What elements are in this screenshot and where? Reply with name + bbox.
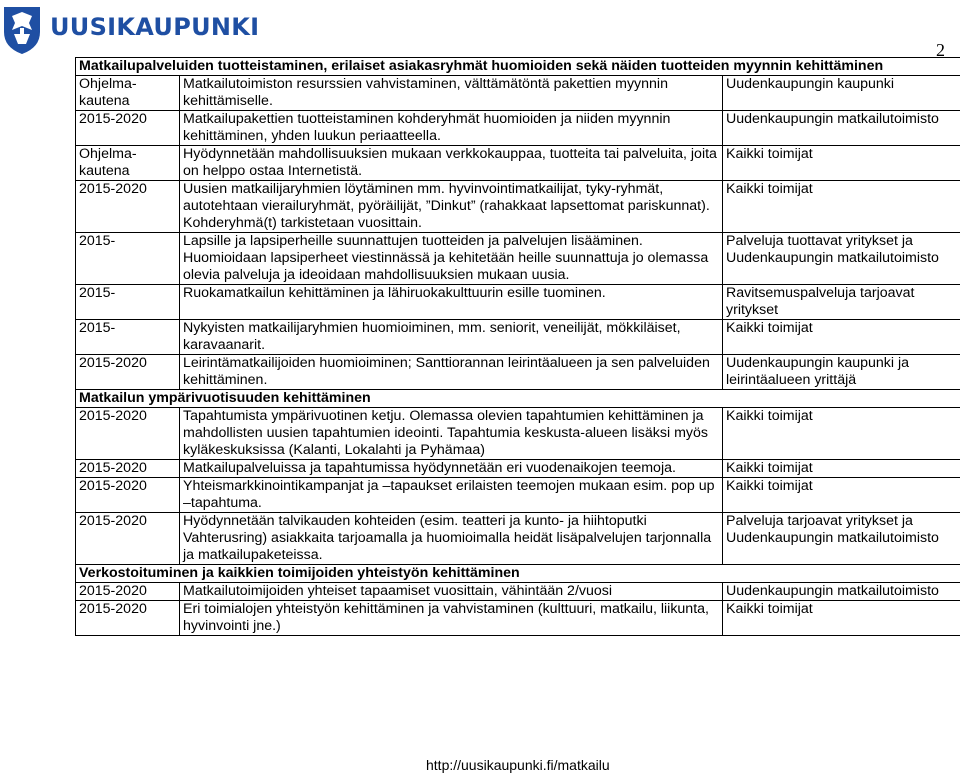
- page-number: 2: [936, 40, 945, 60]
- action-cell: Leirintämatkailijoiden huomioiminen; Santtiorannan leirintäalueen ja sen palveluiden kehittäminen.: [180, 355, 723, 390]
- table-row: [76, 513, 960, 565]
- action-cell: Matkailutoimiston resurssien vahvistaminen, välttämätöntä pakettien myynnin kehittämiselle.: [180, 76, 723, 111]
- table-row: [76, 583, 960, 601]
- responsible-cell: Uudenkaupungin matkailutoimisto: [723, 583, 960, 601]
- action-cell: Matkailutoimijoiden yhteiset tapaamiset vuosittain, vähintään 2/vuosi: [180, 583, 723, 601]
- time-cell: Ohjelma-kautena: [76, 146, 180, 181]
- responsible-cell: Kaikki toimijat: [723, 181, 960, 233]
- table-row: [76, 285, 960, 320]
- table-row: [76, 601, 960, 636]
- logo: [2, 4, 259, 56]
- section-header-row: [76, 58, 960, 76]
- time-cell: 2015-2020: [76, 478, 180, 513]
- table-row: [76, 408, 960, 460]
- responsible-cell: Kaikki toimijat: [723, 320, 960, 355]
- time-cell: 2015-2020: [76, 355, 180, 390]
- table-row: [76, 460, 960, 478]
- time-cell: 2015-2020: [76, 408, 180, 460]
- responsible-cell: Kaikki toimijat: [723, 460, 960, 478]
- time-cell: 2015-2020: [76, 111, 180, 146]
- time-cell: 2015-: [76, 233, 180, 285]
- section-title: Matkailun ympärivuotisuuden kehittäminen: [76, 390, 960, 408]
- responsible-cell: Kaikki toimijat: [723, 601, 960, 636]
- action-cell: Tapahtumista ympärivuotinen ketju. Olemassa olevien tapahtumien kehittäminen ja mahdollisten uusien tapahtumien ideointi. Tapahtumia keskusta-alueen lisäksi myös kyläkeskuksissa (Kalanti, Lokalahti ja Pyhämaa): [180, 408, 723, 460]
- time-cell: 2015-: [76, 320, 180, 355]
- responsible-cell: Kaikki toimijat: [723, 408, 960, 460]
- time-cell: 2015-: [76, 285, 180, 320]
- section-header-row: [76, 390, 960, 408]
- table-row: [76, 355, 960, 390]
- table-row: [76, 111, 960, 146]
- section-title: Verkostoituminen ja kaikkien toimijoiden yhteistyön kehittäminen: [76, 565, 960, 583]
- action-cell: Hyödynnetään talvikauden kohteiden (esim. teatteri ja kunto- ja hiihtoputki Vahterusring) asiakkaita tarjoamalla ja huomioimalla heidät lisäpalvelujen tarjonnalla ja matkailupaketeissa.: [180, 513, 723, 565]
- responsible-cell: Uudenkaupungin matkailutoimisto: [723, 111, 960, 146]
- responsible-cell: Uudenkaupungin kaupunki ja leirintäalueen yrittäjä: [723, 355, 960, 390]
- action-cell: Matkailupakettien tuotteistaminen kohderyhmät huomioiden ja niiden myynnin kehittäminen, yhden luukun periaatteella.: [180, 111, 723, 146]
- brand-name: UUSIKAUPUNKI: [50, 13, 260, 41]
- time-cell: 2015-2020: [76, 513, 180, 565]
- footer-url[interactable]: http://uusikaupunki.fi/matkailu: [426, 757, 610, 773]
- table-row: [76, 146, 960, 181]
- time-cell: 2015-2020: [76, 181, 180, 233]
- responsible-cell: Palveluja tuottavat yritykset ja Uudenkaupungin matkailutoimisto: [723, 233, 960, 285]
- section-header-row: [76, 565, 960, 583]
- table-row: [76, 181, 960, 233]
- action-cell: Ruokamatkailun kehittäminen ja lähiruokakulttuurin esille tuominen.: [180, 285, 723, 320]
- responsible-cell: Uudenkaupungin kaupunki: [723, 76, 960, 111]
- action-cell: Matkailupalveluissa ja tapahtumissa hyödynnetään eri vuodenaikojen teemoja.: [180, 460, 723, 478]
- responsible-cell: Ravitsemuspalveluja tarjoavat yritykset: [723, 285, 960, 320]
- action-cell: Eri toimialojen yhteistyön kehittäminen ja vahvistaminen (kulttuuri, matkailu, liikunta, hyvinvointi jne.): [180, 601, 723, 636]
- responsible-cell: Kaikki toimijat: [723, 146, 960, 181]
- responsible-cell: Palveluja tarjoavat yritykset ja Uudenkaupungin matkailutoimisto: [723, 513, 960, 565]
- time-cell: 2015-2020: [76, 583, 180, 601]
- action-cell: Uusien matkailijaryhmien löytäminen mm. hyvinvointimatkailijat, tyky-ryhmät, autotehtaan vierailuryhmät, pyöräilijät, ”Dinkut” (rahakkaat lapsettomat pariskunnat). Kohderyhmä(t) tarkistetaan vuosittain.: [180, 181, 723, 233]
- table-row: [76, 76, 960, 111]
- action-cell: Lapsille ja lapsiperheille suunnattujen tuotteiden ja palvelujen lisääminen. Huomioidaan lapsiperheet viestinnässä ja kehitetään heille suunnattuja jo olemassa olevia palveluja ja ideoidaan mahdollisuuksien mukaan uusia.: [180, 233, 723, 285]
- coat-of-arms-icon: [2, 6, 42, 54]
- action-cell: Yhteismarkkinointikampanjat ja –tapaukset erilaisten teemojen mukaan esim. pop up –tapahtuma.: [180, 478, 723, 513]
- action-cell: Nykyisten matkailijaryhmien huomioiminen, mm. seniorit, veneilijät, mökkiläiset, karavaanarit.: [180, 320, 723, 355]
- time-cell: 2015-2020: [76, 460, 180, 478]
- table-row: [76, 478, 960, 513]
- time-cell: 2015-2020: [76, 601, 180, 636]
- table-row: [76, 320, 960, 355]
- action-cell: Hyödynnetään mahdollisuuksien mukaan verkkokauppaa, tuotteita tai palveluita, joita on helppo ostaa Internetistä.: [180, 146, 723, 181]
- table-row: [76, 233, 960, 285]
- time-cell: Ohjelma-kautena: [76, 76, 180, 111]
- responsible-cell: Kaikki toimijat: [723, 478, 960, 513]
- section-title: Matkailupalveluiden tuotteistaminen, erilaiset asiakasryhmät huomioiden sekä näiden tuotteiden myynnin kehittäminen: [76, 58, 960, 76]
- action-plan-table: [75, 57, 960, 636]
